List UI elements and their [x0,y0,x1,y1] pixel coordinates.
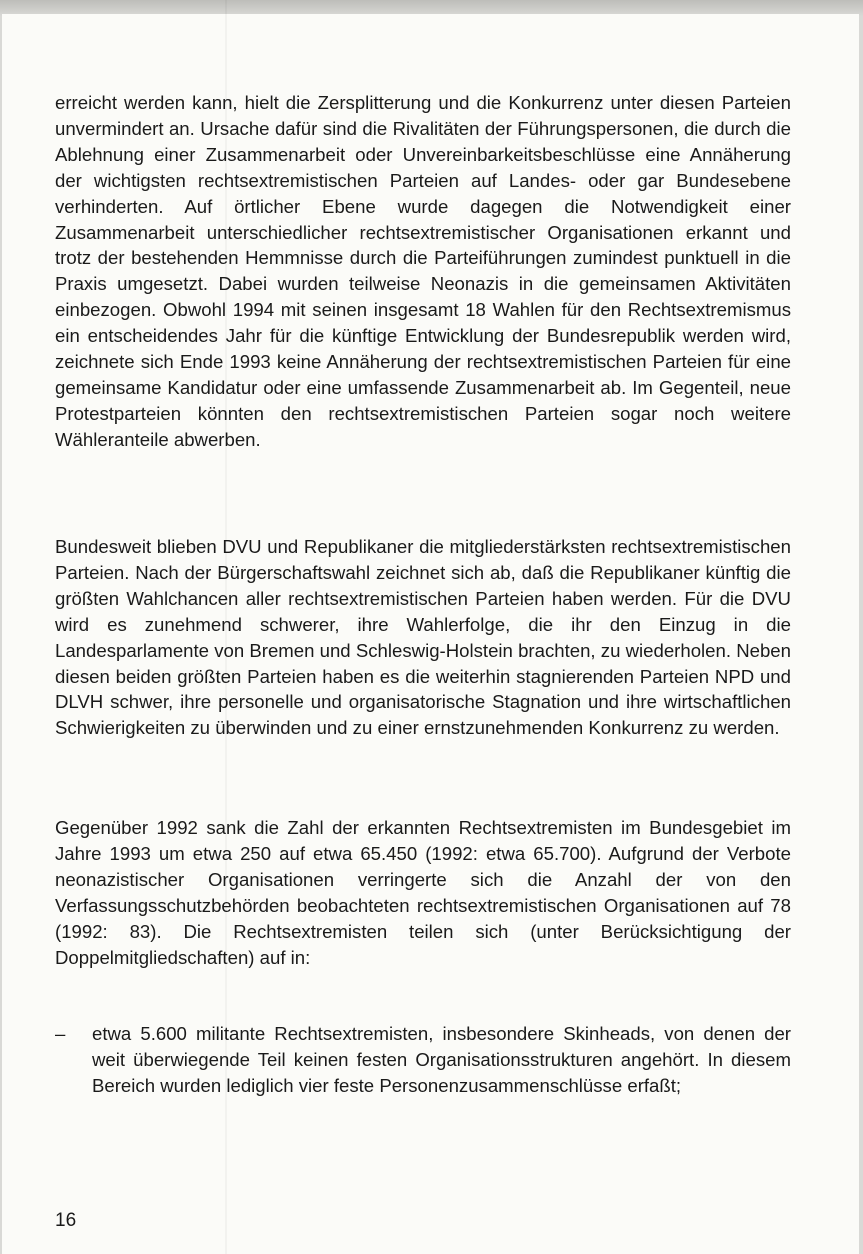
paragraph-2: Bundesweit blieben DVU und Republikaner die mitgliederstärksten rechtsextremistischen Parteien. Nach der Bürgerschaftswahl zeichnet sich ab, daß die Republikaner künftig die größten Wahlchancen aller rechtsextremistischen Parteien haben werden. Für die DVU wird es zunehmend schwerer, ihre Wahlerfolge, die ihr den Einzug in die Landesparlamente von Bremen und Schleswig-Holstein brachten, zu wiederholen. Neben diesen beiden größten Parteien haben es die weiterhin stagnierenden Parteien NPD und DLVH schwer, ihre personelle und organisatorische Stagnation und ihre wirtschaftlichen Schwierigkeiten zu überwinden und zu einer ernstzunehmenden Konkurrenz zu werden. [55,536,791,739]
paragraph-3: Gegenüber 1992 sank die Zahl der erkannten Rechtsextremisten im Bundesgebiet im Jahre 1993 um etwa 250 auf etwa 65.450 (1992: etwa 65.700). Aufgrund der Verbote neonazistischer Organisationen verringerte sich die Anzahl der von den Verfassungsschutzbehörden beobachteten rechtsextremistischen Organisationen auf 78 (1992: 83). Die Rechtsextremisten teilen sich (unter Berücksichtigung der Doppelmitgliedschaften) auf in: [55,817,791,968]
scan-fold-line [225,0,227,1254]
bullet-item-text: etwa 5.600 militante Rechtsextremisten, insbesondere Skinheads, von denen der weit überwiegende Teil keinen festen Organisationsstrukturen angehört. In diesem Bereich wurden lediglich vier feste Personenzusammenschlüsse erfaßt; [92,1023,791,1096]
paragraph-1: erreicht werden kann, hielt die Zersplitterung und die Konkurrenz unter diesen Parteien unvermindert an. Ursache dafür sind die Rivalitäten der Führungspersonen, die durch die Ablehnung einer Zusammenarbeit oder Unvereinbarkeitsbeschlüsse eine Annäherung der wichtigsten rechtsextremistischen Parteien auf Landes- oder gar Bundesebene verhinderten. Auf örtlicher Ebene wurde dagegen die Notwendigkeit einer Zusammenarbeit unterschiedlicher rechtsextremistischer Organisationen erkannt und trotz der bestehenden Hemmnisse durch die Parteiführungen zumindest punktuell in die Praxis umgesetzt. Dabei wurden teilweise Neonazis in die gemeinsamen Aktivitäten einbezogen. Obwohl 1994 mit seinen insgesamt 18 Wahlen für den Rechtsextremismus ein entscheidendes Jahr für die künftige Entwicklung der Bundesrepublik werden wird, zeichnete sich Ende 1993 keine Annäherung der rechtsextremistischen Parteien für eine gemeinsame Kandidatur oder eine umfassende Zusammenarbeit ab. Im Gegenteil, neue Protestparteien könnten den rechtsextremistischen Parteien sogar noch weitere Wähleranteile abwerben. [55,92,791,450]
document-page [2,14,859,1254]
page-number: 16 [55,1210,77,1231]
bullet-marker: – [55,1023,66,1044]
